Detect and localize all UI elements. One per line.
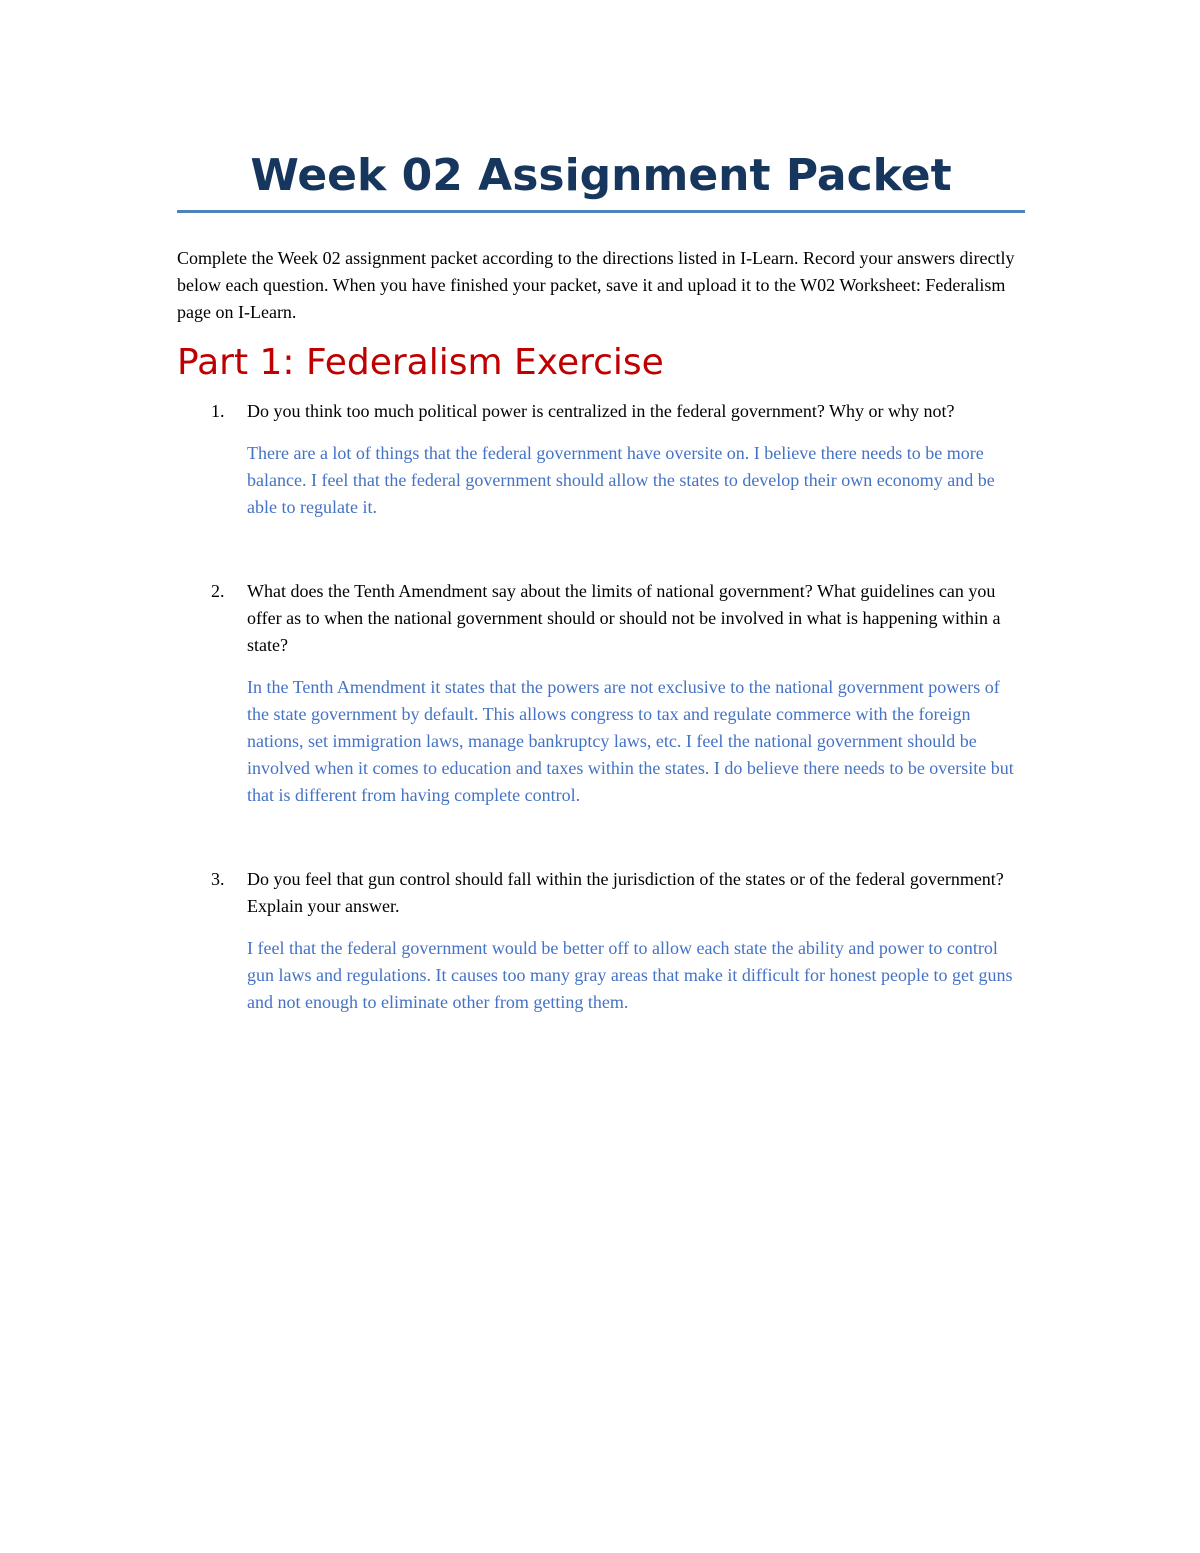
document-title: Week 02 Assignment Packet [177,148,1025,213]
question-text: Do you feel that gun control should fall within the jurisdiction of the states or of the federal government? Explain your answer. [247,869,1004,916]
question-item-3 [177,866,1025,1016]
answer-text: In the Tenth Amendment it states that the powers are not exclusive to the national government powers of the state government by default. This allows congress to tax and regulate commerce with the foreign nations, set immigration laws, manage bankruptcy laws, etc. I feel the national government should be involved when it comes to education and taxes within the states. I do believe there needs to be oversite but that is different from having complete control. [247,677,1014,805]
question-number: 3. [211,869,225,889]
answer-text: There are a lot of things that the federal government have oversite on. I believe there needs to be more balance. I feel that the federal government should allow the states to develop their own economy and be able to regulate it. [247,443,995,517]
question-item-2 [177,578,1025,809]
intro-paragraph: Complete the Week 02 assignment packet according to the directions listed in I-Learn. Record your answers directly below each question. When you have finished your packet, save it and upload it to the W02 Worksheet: Federalism page on I-Learn. [177,248,1015,322]
question-item-1 [177,398,1025,521]
question-number: 2. [211,581,225,601]
answer-text: I feel that the federal government would be better off to allow each state the ability and power to control gun laws and regulations. It causes too many gray areas that make it difficult for honest people to get guns and not enough to eliminate other from getting them. [247,938,1013,1012]
question-text: What does the Tenth Amendment say about the limits of national government? What guidelines can you offer as to when the national government should or should not be involved in what is happening within a state? [247,581,1001,655]
part1-heading: Part 1: Federalism Exercise [177,342,664,383]
document-content [177,148,1025,1016]
question-number: 1. [211,401,225,421]
question-list [177,398,1025,1016]
question-text: Do you think too much political power is centralized in the federal government? Why or why not? [247,401,955,421]
